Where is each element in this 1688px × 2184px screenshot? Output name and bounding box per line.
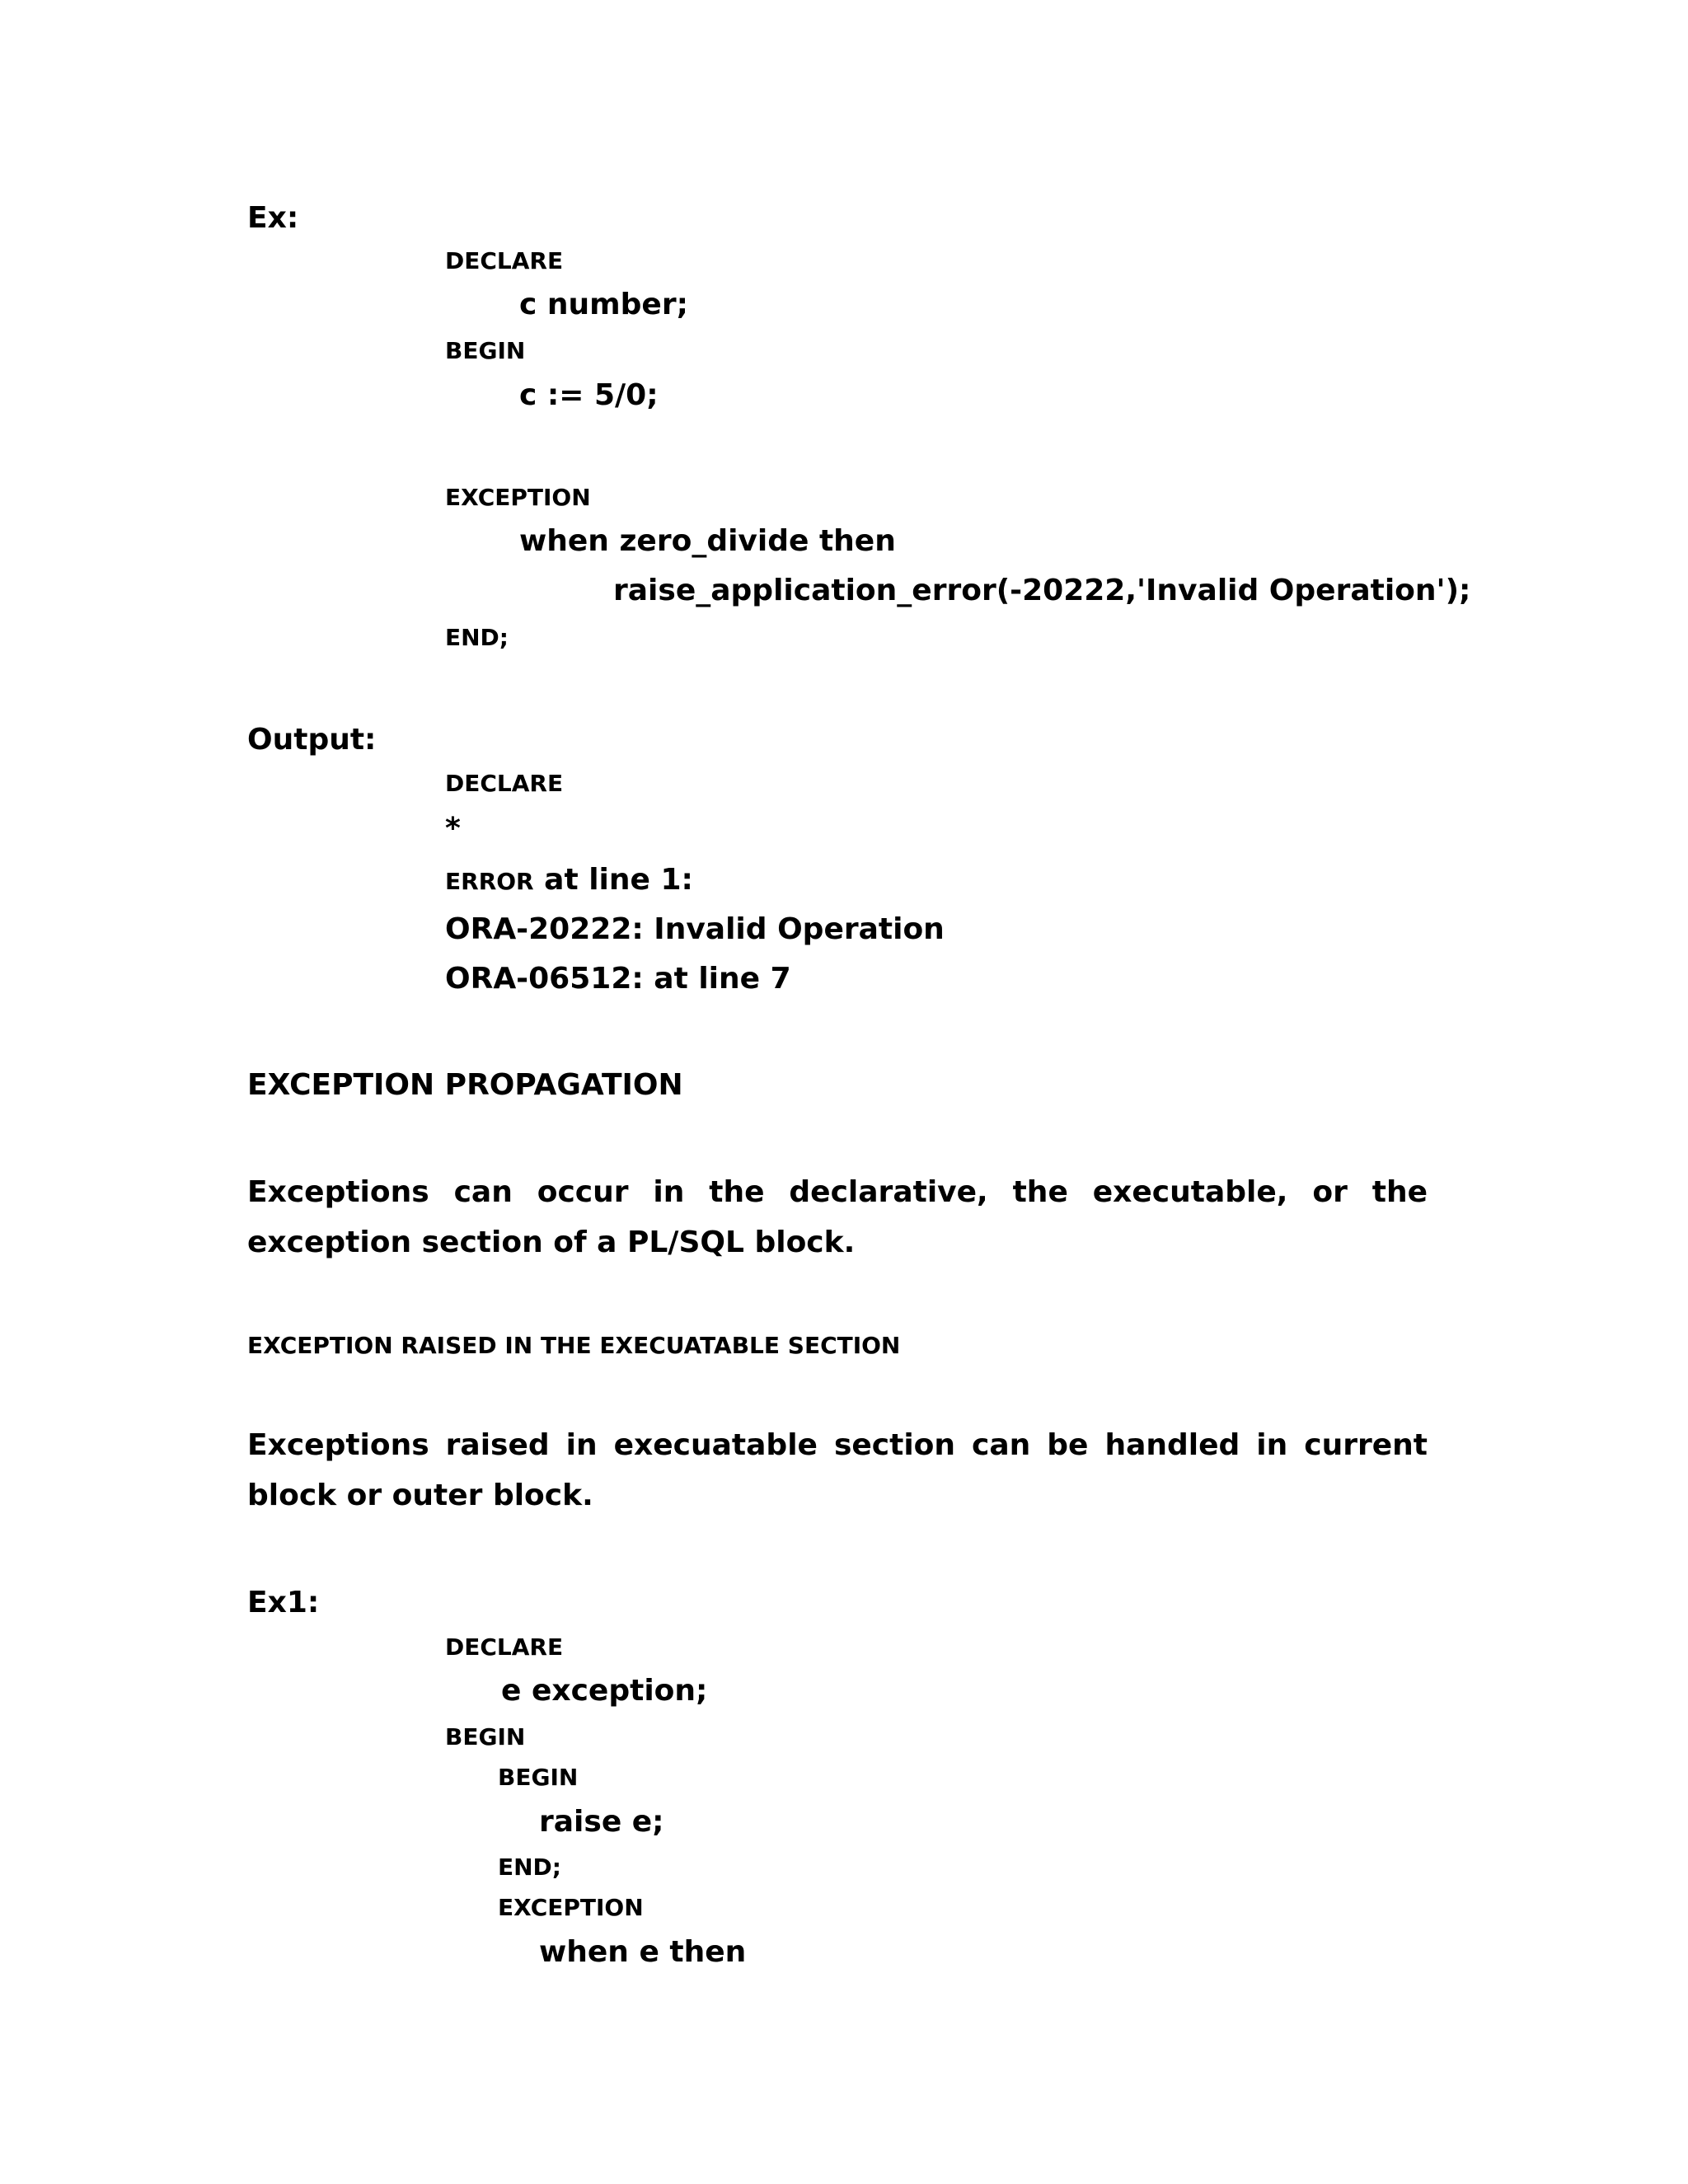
- code-line: c := 5/0;: [519, 378, 659, 412]
- code-keyword-declare: DECLARE: [445, 1633, 564, 1661]
- code-keyword-declare: DECLARE: [445, 247, 564, 274]
- body-paragraph: Exceptions raised in execuatable section can be handled in current block or outer block.: [247, 1428, 1428, 1512]
- code-keyword-exception: EXCEPTION: [445, 484, 591, 511]
- code-keyword-begin: BEGIN: [445, 1723, 526, 1750]
- code-keyword-begin: BEGIN: [445, 337, 526, 364]
- subsection-heading: EXCEPTION RAISED IN THE EXECUATABLE SECTION: [247, 1332, 901, 1359]
- output-error-word: ERROR: [445, 868, 534, 895]
- example-label: Ex:: [247, 201, 299, 235]
- example-label: Ex1:: [247, 1586, 320, 1619]
- code-line: when e then: [539, 1935, 747, 1969]
- code-keyword-begin: BEGIN: [498, 1764, 579, 1791]
- output-ora-line: ORA-06512: at line 7: [445, 962, 791, 996]
- output-star: *: [445, 812, 461, 846]
- output-error-line: [445, 865, 693, 895]
- output-label: Output:: [247, 723, 377, 757]
- code-line: when zero_divide then: [519, 524, 896, 558]
- code-keyword-exception: EXCEPTION: [498, 1894, 644, 1921]
- code-line: raise e;: [539, 1805, 664, 1839]
- output-error-rest: at line 1:: [533, 863, 693, 897]
- code-line: raise_application_error(-20222,'Invalid Operation');: [613, 574, 1471, 607]
- section-heading: EXCEPTION PROPAGATION: [247, 1068, 683, 1102]
- output-declare: DECLARE: [445, 770, 564, 797]
- code-keyword-end: END;: [498, 1854, 561, 1881]
- body-paragraph: Exceptions can occur in the declarative, the executable, or the exception section of a PL/SQL block.: [247, 1175, 1428, 1259]
- output-ora-line: ORA-20222: Invalid Operation: [445, 912, 945, 946]
- code-keyword-end: END;: [445, 624, 509, 651]
- code-line: c number;: [519, 288, 688, 321]
- code-line: e exception;: [501, 1674, 708, 1708]
